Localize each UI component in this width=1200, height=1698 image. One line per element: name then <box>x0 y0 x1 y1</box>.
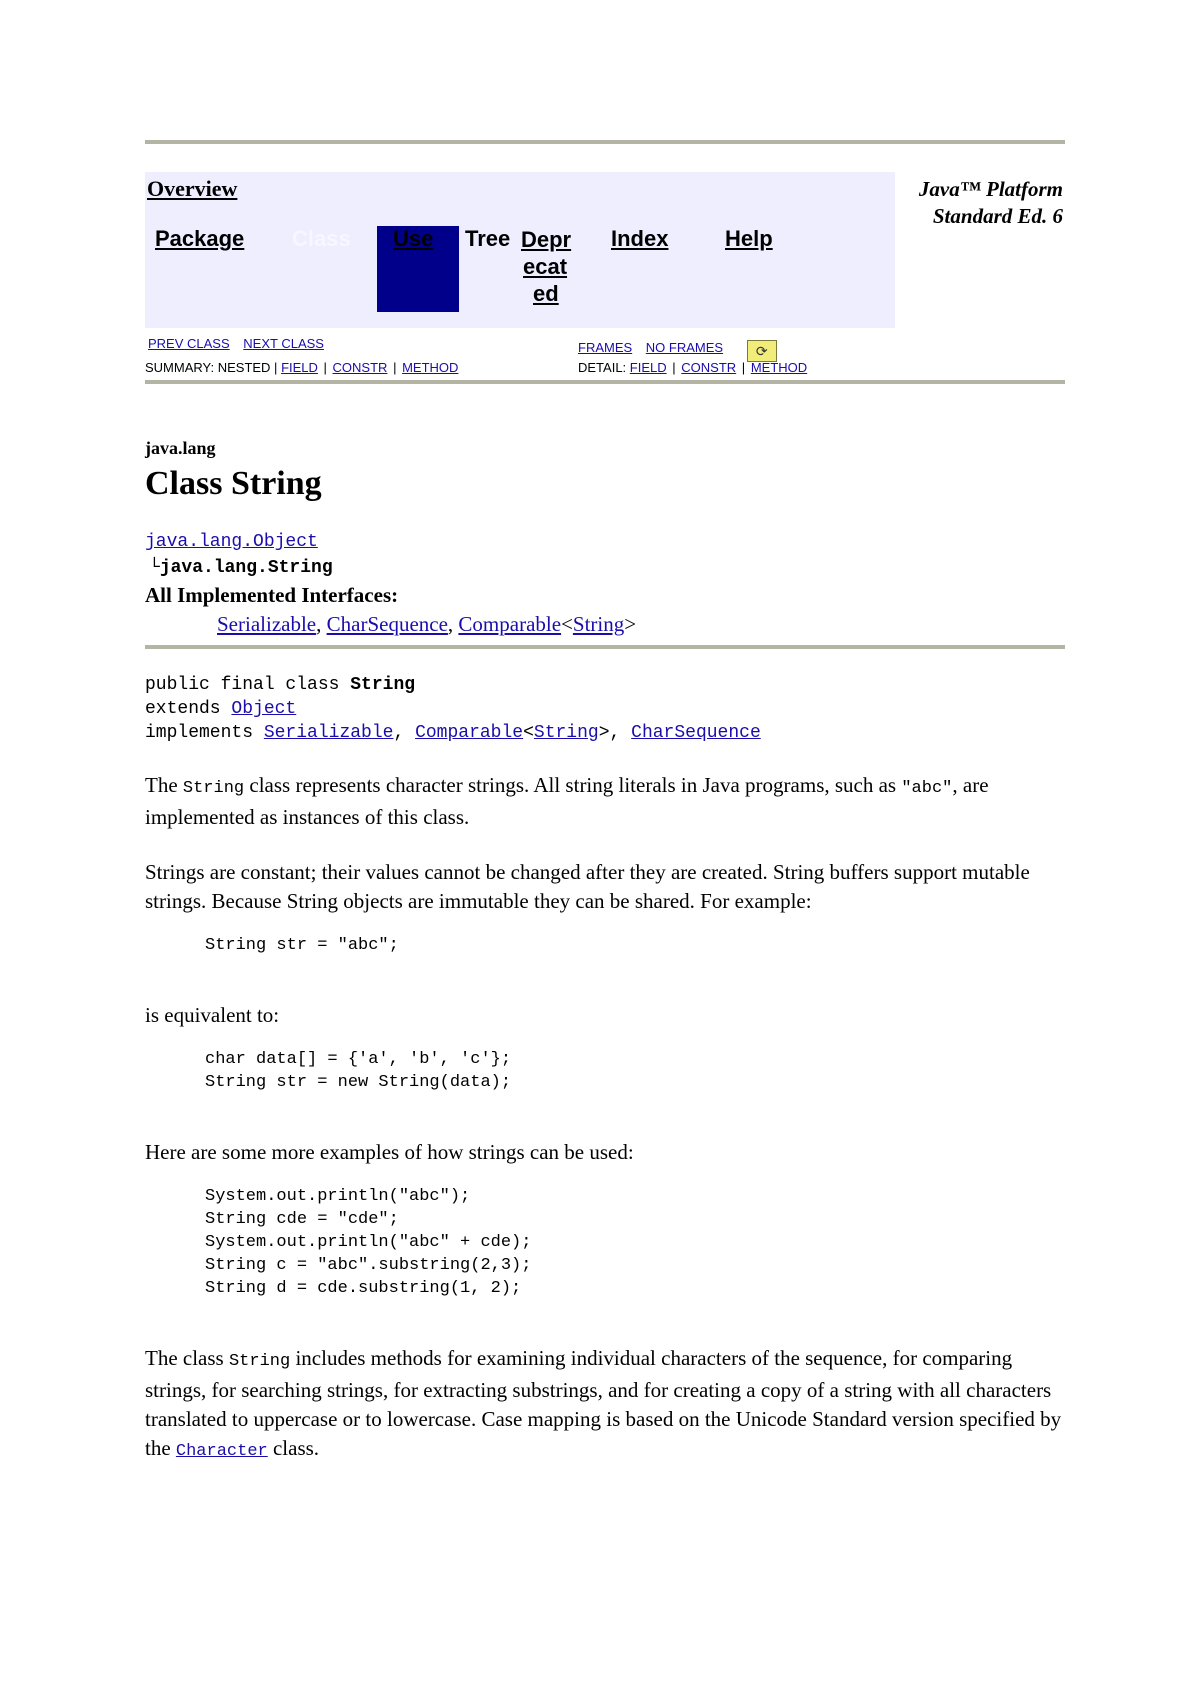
nav-use-link[interactable]: Use <box>393 226 434 251</box>
charsequence-link[interactable]: CharSequence <box>326 612 448 636</box>
frames-links <box>578 340 777 362</box>
implements-serializable-link[interactable]: Serializable <box>263 723 394 743</box>
text: class represents character strings. All string literals in Java programs, such as <box>244 773 902 797</box>
nav-package-link[interactable]: Package <box>155 226 245 251</box>
detail-label: DETAIL: <box>578 360 627 375</box>
class-declaration <box>145 673 1065 745</box>
code-example-2: char data[] = {'a', 'b', 'c'}; String str = new String(data); <box>205 1050 512 1092</box>
nav-use-cell[interactable] <box>377 226 459 312</box>
frames-link[interactable]: FRAMES <box>578 340 633 355</box>
top-rule <box>145 140 1065 144</box>
nav-deprecated-link[interactable] <box>521 226 571 307</box>
interfaces-list <box>145 612 1065 637</box>
implements-charsequence-link[interactable]: CharSequence <box>631 723 761 743</box>
lt-sign: < <box>523 723 534 743</box>
section-rule <box>145 645 1065 649</box>
page-title: Class String <box>145 465 322 502</box>
javadoc-page <box>145 140 1065 1466</box>
inline-code: "abc" <box>901 779 953 798</box>
platform-line-1: Java™ Platform <box>918 177 1063 201</box>
nav-index-link[interactable]: Index <box>611 226 669 251</box>
nav-deprecated-line-3: ed <box>533 281 559 306</box>
next-class-link[interactable]: NEXT CLASS <box>243 336 324 351</box>
package-name: java.lang <box>145 438 216 458</box>
summary-links <box>145 360 458 375</box>
declaration-line-3 <box>145 721 1065 745</box>
separator: | <box>393 360 397 375</box>
interfaces-heading: All Implemented Interfaces: <box>145 583 399 607</box>
nav-deprecated-line-1: Depr <box>521 227 572 252</box>
nav-bottom-rule <box>145 380 1065 384</box>
declaration-line-1 <box>145 673 1065 697</box>
declaration-line-2 <box>145 697 1065 721</box>
text: class. <box>267 1436 320 1460</box>
comparable-link[interactable]: Comparable <box>458 612 562 636</box>
nav-overview-link[interactable]: Overview <box>147 176 238 201</box>
summary-label: SUMMARY: NESTED | <box>145 360 278 375</box>
declaration-class-name: String <box>350 675 416 695</box>
platform-title <box>897 176 1063 230</box>
implements-string-link[interactable]: String <box>533 723 599 743</box>
detail-field-link[interactable]: FIELD <box>629 360 667 375</box>
description-paragraph-1 <box>145 771 1065 832</box>
code-example-1: String str = "abc"; <box>205 936 399 955</box>
summary-field-link[interactable]: FIELD <box>281 360 318 375</box>
separator: | <box>741 360 746 375</box>
comma: , <box>447 612 459 636</box>
description-paragraph-5 <box>145 1344 1065 1466</box>
detail-method-link[interactable]: METHOD <box>750 360 808 375</box>
text: The class <box>145 1346 229 1370</box>
object-class-link[interactable]: java.lang.Object <box>145 532 318 552</box>
platform-line-2: Standard Ed. 6 <box>932 204 1063 228</box>
extends-keyword: extends <box>145 699 232 719</box>
comma: , <box>609 723 632 743</box>
string-link[interactable]: String <box>572 612 625 636</box>
top-navbar <box>145 172 1065 328</box>
extends-object-link[interactable]: Object <box>231 699 297 719</box>
refresh-icon[interactable]: ⟳ <box>747 340 777 362</box>
nav-tree-link[interactable]: Tree <box>465 226 511 251</box>
current-class-name: java.lang.String <box>159 558 333 578</box>
nav-deprecated-line-2: ecat <box>523 254 568 279</box>
summary-method-link[interactable]: METHOD <box>402 360 459 375</box>
serializable-link[interactable]: Serializable <box>217 612 317 636</box>
comma: , <box>316 612 327 636</box>
lt-sign: < <box>561 612 573 636</box>
sub-navbar <box>145 328 1065 380</box>
summary-constr-link[interactable]: CONSTR <box>332 360 388 375</box>
prev-class-link[interactable]: PREV CLASS <box>148 336 230 351</box>
implements-comparable-link[interactable]: Comparable <box>415 723 524 743</box>
code-example-3: System.out.println("abc"); String cde = "cde"; System.out.println("abc" + cde); String c = "abc".substring(2,3); String d = cde.substring(1, 2); <box>205 1187 532 1298</box>
inline-code: String <box>228 1352 291 1371</box>
no-frames-link[interactable]: NO FRAMES <box>645 340 724 355</box>
nav-help-link[interactable]: Help <box>725 226 773 251</box>
hierarchy-child <box>145 555 1065 581</box>
implements-keyword: implements <box>145 723 264 743</box>
comma: , <box>393 723 416 743</box>
text: The <box>145 773 183 797</box>
description-paragraph-3: is equivalent to: <box>145 1003 280 1027</box>
class-hierarchy <box>145 529 1065 581</box>
separator: | <box>672 360 676 375</box>
declaration-modifiers: public final class <box>145 675 351 695</box>
gt-sign: > <box>598 723 610 743</box>
text: , are implemented as instances of this class. <box>145 773 989 829</box>
description-paragraph-4: Here are some more examples of how strings can be used: <box>145 1140 634 1164</box>
nav-class-label: Class <box>292 226 351 251</box>
detail-links <box>578 360 807 375</box>
tree-branch-glyph: └ <box>149 558 160 578</box>
class-nav-links <box>148 336 334 351</box>
description-paragraph-2: Strings are constant; their values cannot be changed after they are created. String buffers support mutable strings. Because String objects are immutable they can be shared. For example: <box>145 860 1030 913</box>
detail-constr-link[interactable]: CONSTR <box>681 360 737 375</box>
text: includes methods for examining individual characters of the sequence, for comparing strings, for searching strings, for extracting substrings, and for creating a copy of a string with all characters translated to uppercase or to lowercase. Case mapping is based on the Unicode Standard version specified by the <box>145 1346 1062 1460</box>
inline-code: String <box>182 779 245 798</box>
separator: | <box>323 360 327 375</box>
character-class-link[interactable]: Character <box>175 1442 268 1461</box>
navbar-background <box>145 172 895 328</box>
gt-sign: > <box>624 612 637 636</box>
